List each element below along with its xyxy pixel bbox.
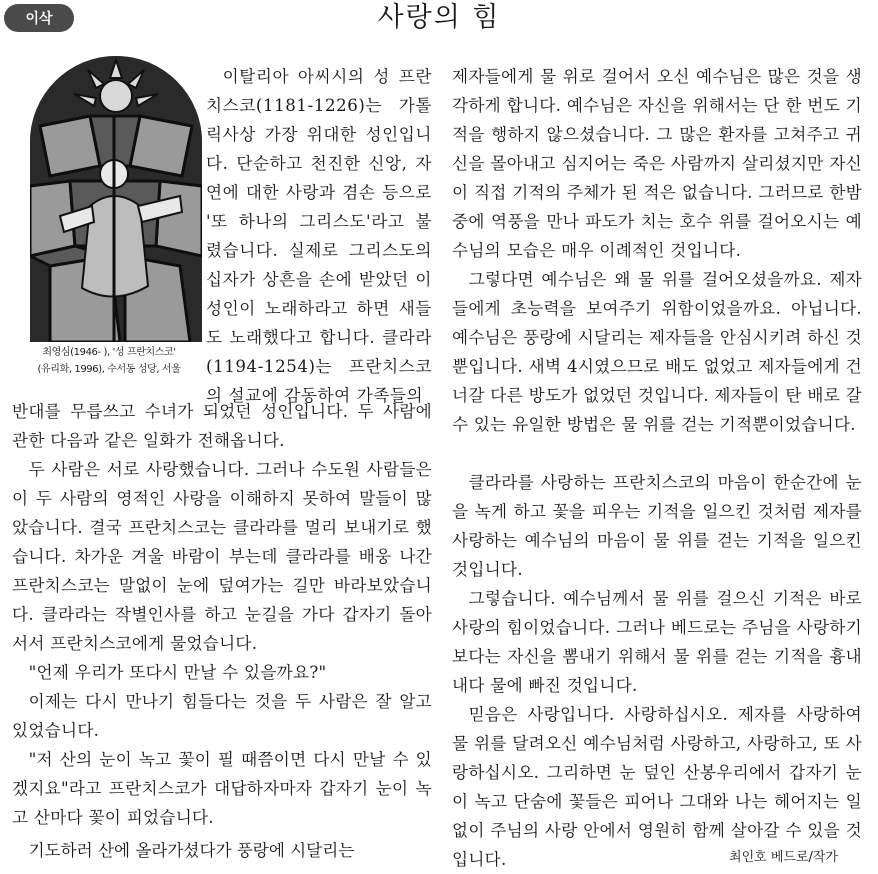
reflection-paragraph: 클라라를 사랑하는 프란치스코의 마음이 한순간에 눈을 녹게 하고 꽃을 피우는 기적을 일으킨 것처럼 제자를 사랑하는 예수님의 마음이 물 위를 걷는 기적을 일으킨 것입니다.	[452, 473, 862, 579]
story-paragraph: 기도하러 산에 올라가셨다가 풍랑에 시달리는	[28, 841, 355, 860]
story-paragraph: 이제는 다시 만나기 힘들다는 것을 두 사람은 잘 알고 있었습니다.	[12, 692, 432, 740]
left-column-top-text	[206, 62, 432, 410]
author-credit: 최인호 베드로/작가	[729, 850, 838, 865]
right-column-text	[452, 62, 862, 874]
intro-paragraph: 이탈리아 아씨시의 성 프란치스코(1181-1226)는 가톨릭사상 가장 위대한 성인입니다. 단순하고 천진한 신앙, 자연에 대한 사랑과 겸손 등으로 '또 하나의 그리스도'라고 불렸습니다. 실제로 그리스도의 십자가 상흔을 손에 받았던 이 성인이 노래하라고 하면 새들도 노래했다고 합니다. 클라라(1194-1254)는 프란치스코의 설교에 감동하여 가족들의	[206, 67, 432, 405]
reflection-paragraph: 그렇다면 예수님은 왜 물 위를 걸어오셨을까요. 제자들에게 초능력을 보여주기 위함이었을까요. 아닙니다. 예수님은 풍랑에 시달리는 제자들을 안심시키려 하신 것뿐입니다. 새벽 4시였으므로 배도 없었고 제자들에게 건너갈 다른 방도가 없었던 것입니다. 제자들이 탄 배로 갈 수 있는 유일한 방법은 물 위를 걷는 기적뿐이었습니다.	[452, 270, 862, 434]
reflection-paragraph: 믿음은 사랑입니다. 사랑하십시오. 제자를 사랑하여 물 위를 달려오신 예수님처럼 사랑하고, 사랑하고, 또 사랑하십시오. 그리하면 눈 덮인 산봉우리에서 갑자기 눈이 녹고 단숨에 꽃들은 피어나 그대와 나는 헤어지는 일 없이 주님의 사랑 안에서 영원히 함께 살아갈 수 있을 것입니다.	[452, 705, 862, 869]
left-column-text	[12, 397, 432, 832]
illustration-caption	[12, 344, 206, 378]
quote-paragraph: "언제 우리가 또다시 만날 수 있을까요?"	[28, 663, 327, 682]
reflection-paragraph: 제자들에게 물 위로 걸어서 오신 예수님은 많은 것을 생각하게 합니다. 예수님은 자신을 위해서는 단 한 번도 기적을 행하지 않으셨습니다. 그 많은 환자를 고쳐주고 귀신을 몰아내고 심지어는 죽은 사람까지 살리셨지만 자신이 직접 기적의 주체가 된 적은 없습니다. 그러므로 한밤중에 역풍을 만나 파도가 치는 호수 위를 걸어오시는 예수님의 모습은 매우 이례적인 것입니다.	[452, 67, 862, 260]
caption-line: 최영심(1946- ), '성 프란치스코'	[42, 347, 176, 358]
caption-line: (유리화, 1996), 수서동 성당, 서울	[37, 364, 181, 375]
intro-continuation: 반대를 무릅쓰고 수녀가 되었던 성인입니다. 두 사람에 관한 다음과 같은 일화가 전해옵니다.	[12, 402, 432, 450]
reflection-paragraph: 그렇습니다. 예수님께서 물 위를 걸으신 기적은 바로 사랑의 힘이었습니다. 그러나 베드로는 주님을 사랑하기보다는 자신을 뽐내기 위해서 물 위를 걷는 기적을 흉내내다 물에 빠진 것입니다.	[452, 589, 862, 695]
page-title: 사랑의 힘	[377, 2, 501, 33]
left-column-last	[12, 836, 432, 865]
quote-paragraph: "저 산의 눈이 녹고 꽃이 필 때쯤이면 다시 만날 수 있겠지요"라고 프란치스코가 대답하자마자 갑자기 눈이 녹고 산마다 꽃이 피었습니다.	[12, 750, 432, 827]
stained-glass-image	[30, 56, 202, 342]
story-paragraph: 두 사람은 서로 사랑했습니다. 그러나 수도원 사람들은 이 두 사람의 영적인 사랑을 이해하지 못하여 말들이 많았습니다. 결국 프란치스코는 클라라를 멀리 보내기로 했습니다. 차가운 겨울 바람이 부는데 클라라를 배웅 나간 프란치스코는 말없이 눈에 덮여가는 길만 바라보았습니다. 클라라는 작별인사를 하고 눈길을 가다 갑자기 돌아서서 프란치스코에게 물었습니다.	[12, 460, 432, 653]
section-badge: 이삭	[4, 4, 74, 32]
stained-glass-illustration	[30, 56, 202, 342]
